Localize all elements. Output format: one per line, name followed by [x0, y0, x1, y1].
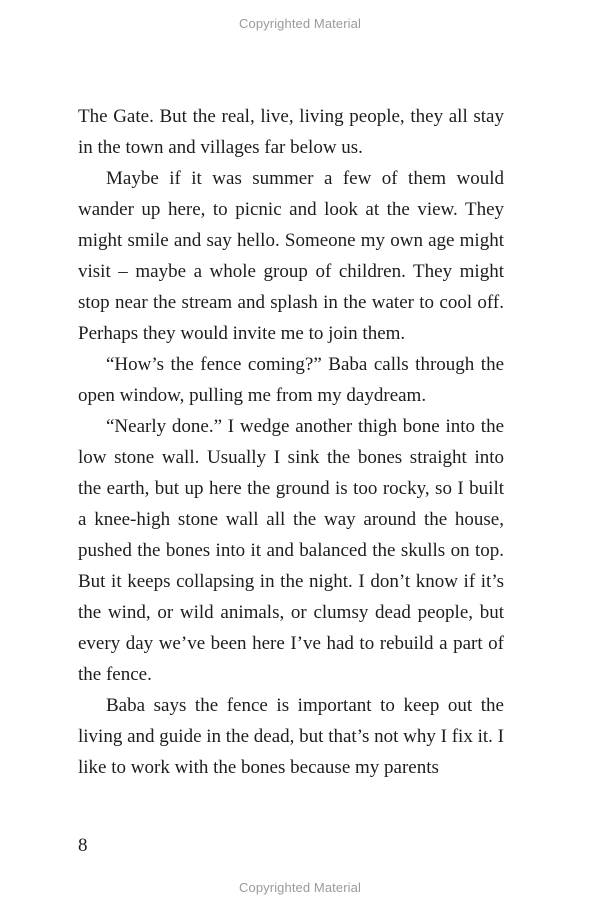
paragraph-3: “How’s the fence coming?” Baba calls through the open window, pulling me from my daydream.: [78, 354, 504, 406]
paragraph-2: Maybe if it was summer a few of them would wander up here, to picnic and look at the view. They might smile and say hello. Someone my own age might visit – maybe a whole group of children. They might stop near the stream and splash in the water to cool off. Perhaps they would invite me to join them.: [78, 168, 504, 344]
paragraph-4: “Nearly done.” I wedge another thigh bone into the low stone wall. Usually I sink the bones straight into the earth, but up here the ground is too rocky, so I built a knee-high stone wall all the way around the house, pushed the bones into it and balanced the skulls on top. But it keeps collapsing in the night. I don’t know if it’s the wind, or wild animals, or clumsy dead people, but every day we’ve been here I’ve had to rebuild a part of the fence.: [78, 416, 504, 685]
copyright-watermark-top: Copyrighted Material: [239, 16, 361, 31]
body-text: [78, 101, 504, 783]
paragraph-5: Baba says the fence is important to keep out the living and guide in the dead, but that’s not why I fix it. I like to work with the bones because my parents: [78, 695, 504, 778]
page-number: 8: [78, 835, 88, 856]
copyright-watermark-bottom: Copyrighted Material: [239, 880, 361, 895]
paragraph-1: The Gate. But the real, live, living people, they all stay in the town and villages far below us.: [78, 106, 504, 158]
